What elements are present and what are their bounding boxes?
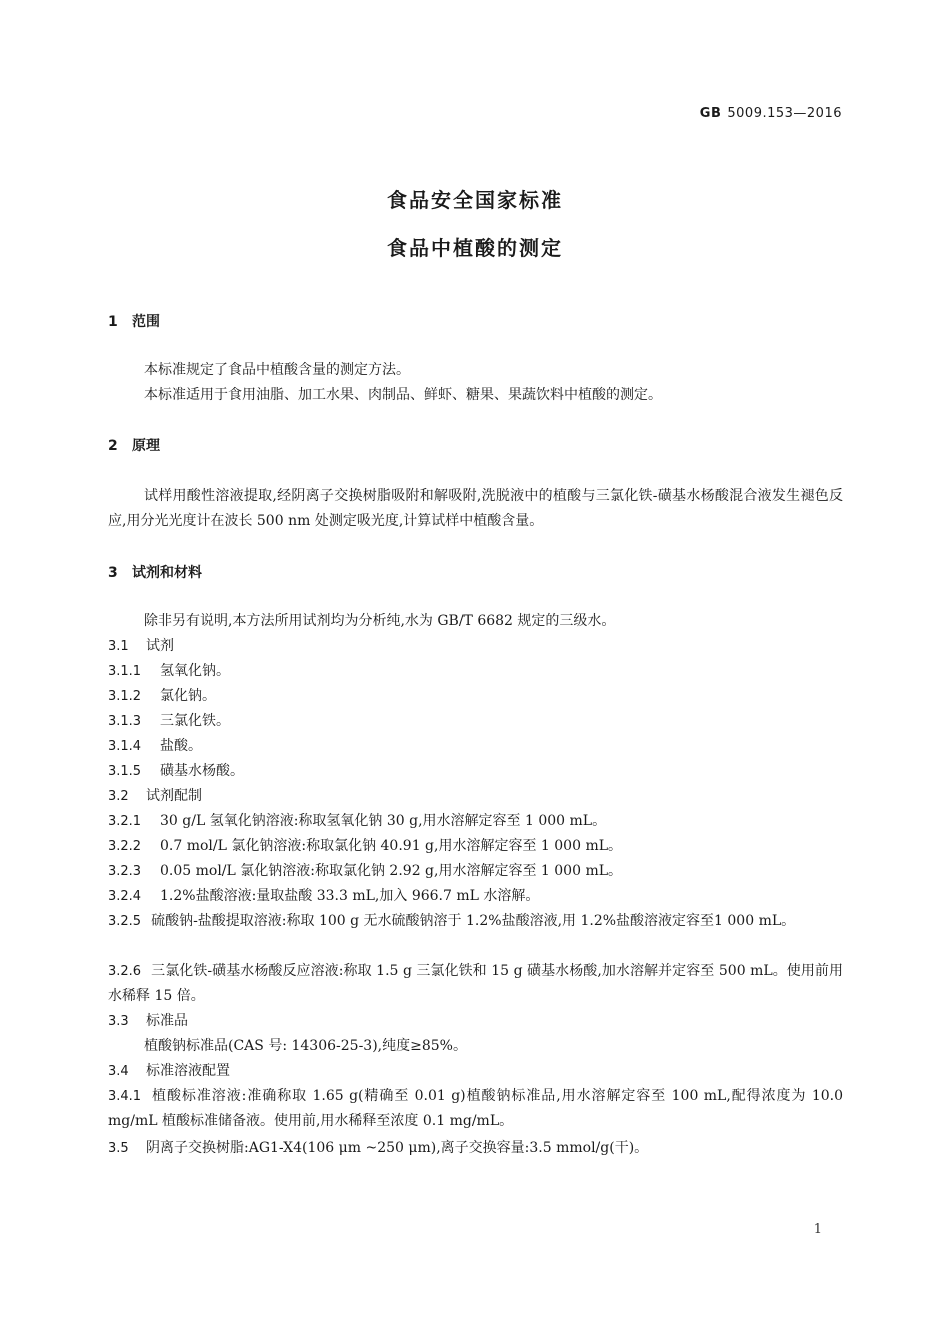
clause-number: 3.2.5 — [108, 914, 142, 929]
clause-text: 植酸标准溶液:准确称取 1.65 g(精确至 0.01 g)植酸钠标准品,用水溶解定容至 100 mL,配得浓度为 10.0 mg/mL 植酸标准储备液。使用前,用水稀释至浓度 0.1 mg/mL。 — [108, 1088, 843, 1129]
clause-number: 3.3 — [108, 1014, 129, 1029]
clause-paragraph — [108, 959, 843, 1009]
clause-text: 试剂配制 — [146, 788, 202, 804]
clause-line — [108, 709, 843, 734]
clause-paragraph — [108, 1084, 843, 1134]
clause-line — [108, 834, 843, 859]
clause-line — [108, 884, 843, 909]
section-title: 试剂和材料 — [132, 565, 202, 581]
section-heading-principle — [108, 435, 160, 457]
clause-line — [108, 659, 843, 684]
clause-line — [108, 859, 843, 884]
document-title-main: 食品安全国家标准 — [387, 188, 563, 212]
clause-text: 标准溶液配置 — [146, 1063, 230, 1079]
clause-number: 3.2.6 — [108, 964, 142, 979]
clause-number: 3.4 — [108, 1064, 129, 1079]
clause-number: 3.4.1 — [108, 1089, 142, 1104]
clause-text-indented: 植酸钠标准品(CAS 号: 14306-25-3),纯度≥85%。 — [144, 1038, 467, 1054]
page-number: 1 — [813, 1222, 822, 1237]
clause-paragraph — [108, 909, 843, 934]
clause-number: 3.2.4 — [108, 889, 142, 904]
clause-line — [108, 1009, 843, 1034]
clause-number: 3.5 — [108, 1141, 129, 1156]
clause-text: 盐酸。 — [160, 738, 202, 754]
clause-text: 试剂 — [146, 638, 174, 654]
clause-line — [108, 734, 843, 759]
clause-number: 3.1 — [108, 639, 129, 654]
clause-text: 1.2%盐酸溶液:量取盐酸 33.3 mL,加入 966.7 mL 水溶解。 — [160, 888, 540, 904]
section-title: 原理 — [132, 438, 160, 454]
standard-number — [700, 106, 842, 121]
clause-text: 氯化钠。 — [160, 688, 216, 704]
clause-text: 阴离子交换树脂:AG1-X4(106 μm ~250 μm),离子交换容量:3.5 mmol/g(干)。 — [146, 1140, 649, 1156]
clause-number: 3.1.1 — [108, 664, 142, 679]
clause-number: 3.2 — [108, 789, 129, 804]
section-number: 3 — [108, 565, 118, 581]
clause-text: 氢氧化钠。 — [160, 663, 230, 679]
clause-line — [108, 684, 843, 709]
clause-line — [108, 1136, 843, 1161]
clause-text: 30 g/L 氢氧化钠溶液:称取氢氧化钠 30 g,用水溶解定容至 1 000 mL。 — [160, 813, 607, 829]
standard-code: 5009.153—2016 — [727, 106, 842, 121]
standard-prefix: GB — [699, 106, 722, 121]
clause-text: 三氯化铁。 — [160, 713, 230, 729]
section-title: 范围 — [132, 314, 160, 330]
clause-text: 三氯化铁-磺基水杨酸反应溶液:称取 1.5 g 三氯化铁和 15 g 磺基水杨酸,加水溶解并定容至 500 mL。使用前用水稀释 15 倍。 — [108, 963, 843, 1004]
section-number: 2 — [108, 438, 118, 454]
clause-number: 3.1.3 — [108, 714, 142, 729]
clause-text: 0.05 mol/L 氯化钠溶液:称取氯化钠 2.92 g,用水溶解定容至 1 000 mL。 — [160, 863, 623, 879]
clause-line — [108, 784, 843, 809]
clause-number: 3.2.2 — [108, 839, 142, 854]
clause-line — [108, 634, 843, 659]
clause-number: 3.1.5 — [108, 764, 142, 779]
paragraph: 除非另有说明,本方法所用试剂均为分析纯,水为 GB/T 6682 规定的三级水。 — [144, 613, 616, 629]
clause-text: 磺基水杨酸。 — [160, 763, 244, 779]
clause-line — [108, 1059, 843, 1084]
document-title-sub: 食品中植酸的测定 — [387, 236, 563, 260]
clause-number: 3.2.3 — [108, 864, 142, 879]
clause-number: 3.2.1 — [108, 814, 142, 829]
section-number: 1 — [108, 314, 118, 330]
clause-line — [108, 809, 843, 834]
section-heading-reagents — [108, 562, 202, 584]
clause-number: 3.1.4 — [108, 739, 142, 754]
clause-line — [108, 759, 843, 784]
section-heading-scope — [108, 311, 160, 333]
paragraph: 试样用酸性溶液提取,经阴离子交换树脂吸附和解吸附,洗脱液中的植酸与三氯化铁-磺基水杨酸混合液发生褪色反应,用分光光度计在波长 500 nm 处测定吸光度,计算试样中植酸含量。 — [108, 488, 843, 529]
paragraph: 本标准适用于食用油脂、加工水果、肉制品、鲜虾、糖果、果蔬饮料中植酸的测定。 — [144, 387, 662, 403]
paragraph: 本标准规定了食品中植酸含量的测定方法。 — [144, 362, 410, 378]
clause-text: 0.7 mol/L 氯化钠溶液:称取氯化钠 40.91 g,用水溶解定容至 1 000 mL。 — [160, 838, 623, 854]
clause-number: 3.1.2 — [108, 689, 142, 704]
clause-text: 标准品 — [146, 1013, 188, 1029]
clause-text: 硫酸钠-盐酸提取溶液:称取 100 g 无水硫酸钠溶于 1.2%盐酸溶液,用 1.2%盐酸溶液定容至1 000 mL。 — [151, 913, 796, 929]
